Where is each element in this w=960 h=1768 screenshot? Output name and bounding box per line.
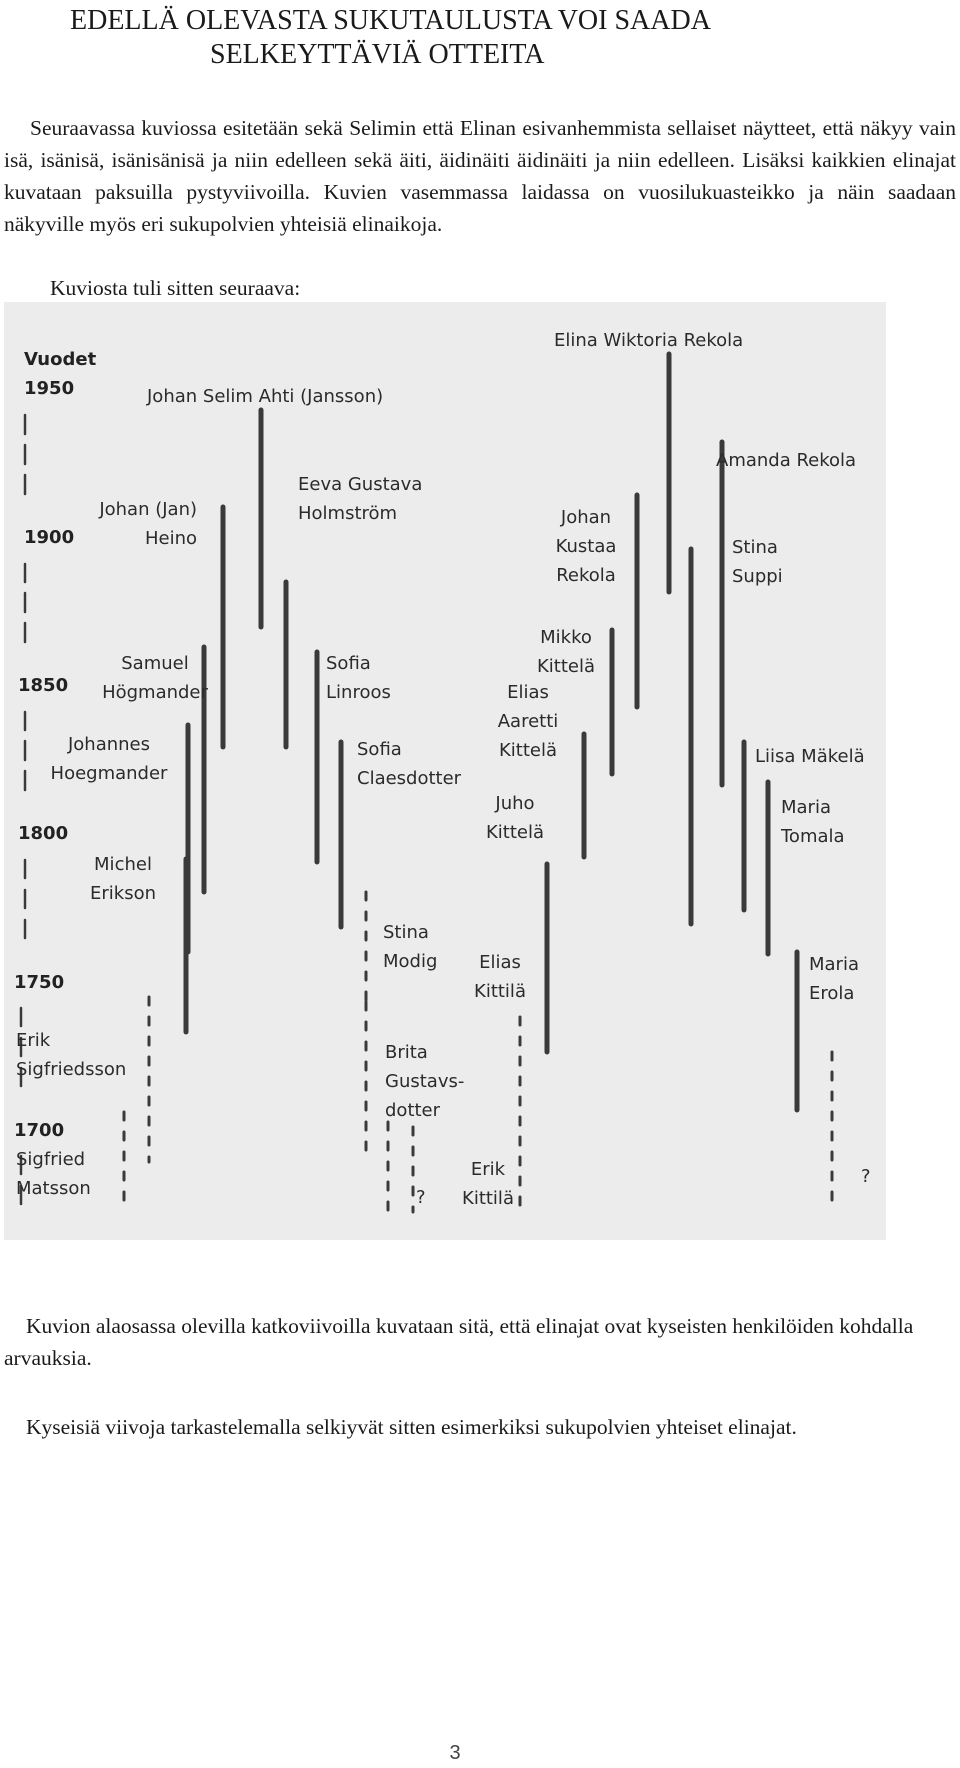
person-label-erik-sigfriedsson bbox=[16, 1030, 126, 1080]
person-label-amanda bbox=[716, 450, 856, 471]
person-label-line: Eeva Gustava bbox=[298, 474, 423, 495]
title-line-2: SELKEYTTÄVIÄ OTTEITA bbox=[210, 39, 545, 70]
page-number: 3 bbox=[449, 1742, 461, 1764]
person-label-elias-kittila bbox=[474, 952, 526, 1002]
person-labels bbox=[16, 330, 865, 1209]
person-label-line: Kittelä bbox=[498, 740, 558, 761]
person-label-line: Heino bbox=[144, 528, 197, 549]
person-label-line: Stina bbox=[383, 922, 429, 943]
question-mark: ? bbox=[416, 1187, 426, 1208]
person-label-line: Kustaa bbox=[555, 536, 617, 557]
person-label-line: Rekola bbox=[556, 565, 616, 586]
person-label-line: Brita bbox=[385, 1042, 428, 1063]
person-label-line: Johannes bbox=[67, 734, 151, 755]
person-label-line: Amanda Rekola bbox=[716, 450, 857, 471]
year-label: 1700 bbox=[14, 1120, 65, 1141]
intro-paragraph: Seuraavassa kuviossa esitetään sekä Selimin että Elinan esivanhemmista sellaiset näytteet, että näkyy vain isä, isänisä, isänisänisä ja niin edelleen sekä äiti, äidinäiti äidinäiti ja niin edelleen. Lisäksi kaikkien elinajat kuvataan paksuilla pystyviivoilla. Kuvien vasemmassa laidassa on vuosilukuasteikko ja näin saadaan näkyville myös eri sukupolvien yhteisiä elinaikoja. bbox=[4, 116, 956, 236]
person-label-line: Samuel bbox=[121, 653, 189, 674]
person-label-line: Maria bbox=[781, 797, 831, 818]
person-label-mikko bbox=[537, 627, 595, 677]
person-label-line: Erola bbox=[809, 983, 855, 1004]
person-label-line: Erik bbox=[470, 1159, 506, 1180]
person-label-maria-erola bbox=[809, 954, 859, 1004]
year-label: 1750 bbox=[14, 972, 65, 993]
person-label-elina bbox=[554, 330, 743, 351]
year-label: 1950 bbox=[24, 378, 75, 399]
person-label-line: Högmander bbox=[102, 682, 208, 703]
person-label-line: Juho bbox=[495, 793, 535, 814]
person-label-line: Aaretti bbox=[497, 711, 559, 732]
person-label-line: Erikson bbox=[90, 883, 156, 904]
person-label-line: Holmström bbox=[298, 503, 398, 524]
person-label-line: Sofia bbox=[357, 739, 402, 760]
person-label-johannes bbox=[51, 734, 169, 784]
person-label-line: Stina bbox=[732, 537, 778, 558]
lifespan-figure-canvas bbox=[4, 302, 886, 1240]
after-paragraph-1: Kuvion alaosassa olevilla katkoviivoilla kuvataan sitä, että elinajat ovat kyseisten henkilöiden kohdalla arvauksia. bbox=[4, 1314, 914, 1370]
person-label-sofia-linroos bbox=[326, 653, 391, 703]
person-label-line: Sigfried bbox=[16, 1149, 86, 1170]
page-title bbox=[70, 4, 870, 72]
year-label: 1850 bbox=[18, 675, 69, 696]
person-label-line: Kittelä bbox=[485, 822, 545, 843]
title-line-1: EDELLÄ OLEVASTA SUKUTAULUSTA VOI SAADA bbox=[70, 5, 711, 36]
question-mark: ? bbox=[861, 1166, 871, 1187]
person-label-line: Matsson bbox=[16, 1178, 91, 1199]
person-label-line: Johan (Jan) bbox=[99, 499, 197, 520]
person-label-line: Elias bbox=[479, 952, 521, 973]
person-label-line: dotter bbox=[385, 1100, 441, 1121]
person-label-line: Liisa Mäkelä bbox=[755, 746, 865, 767]
person-label-line: Johan Selim Ahti (Jansson) bbox=[147, 386, 384, 407]
person-label-line: Modig bbox=[383, 951, 438, 972]
person-label-line: Linroos bbox=[326, 682, 391, 703]
person-label-sofia-claes bbox=[357, 739, 462, 789]
person-label-michel bbox=[90, 854, 156, 904]
person-label-line: Sigfriedsson bbox=[16, 1059, 127, 1080]
person-label-line: Suppi bbox=[732, 566, 783, 587]
person-label-line: Hoegmander bbox=[50, 763, 168, 784]
person-label-line: Sofia bbox=[326, 653, 371, 674]
person-label-line: Mikko bbox=[540, 627, 592, 648]
person-label-liisa bbox=[755, 746, 865, 767]
lifespan-figure bbox=[4, 302, 886, 1240]
person-label-sigfried bbox=[16, 1149, 91, 1199]
person-label-line: Kittelä bbox=[536, 656, 596, 677]
figure-intro: Kuviosta tuli sitten seuraava: bbox=[50, 276, 301, 300]
axis-title: Vuodet bbox=[24, 349, 97, 370]
person-label-line: Kittilä bbox=[462, 1188, 514, 1209]
person-label-line: Gustavs- bbox=[385, 1071, 465, 1092]
person-label-maria-tomala bbox=[780, 797, 845, 847]
person-label-line: Elina Wiktoria Rekola bbox=[554, 330, 744, 351]
person-label-line: Claesdotter bbox=[357, 768, 462, 789]
person-label-johan-jan bbox=[98, 499, 197, 549]
person-label-johan-kustaa bbox=[556, 507, 617, 586]
person-label-line: Maria bbox=[809, 954, 859, 975]
person-label-line: Michel bbox=[94, 854, 152, 875]
person-label-johan-selim bbox=[146, 386, 383, 407]
person-label-erik-kittila bbox=[462, 1159, 514, 1209]
person-label-line: Kittilä bbox=[474, 981, 526, 1002]
after-paragraph-2: Kyseisiä viivoja tarkastelemalla selkiyvät sitten esimerkiksi sukupolvien yhteiset elinajat. bbox=[26, 1415, 797, 1439]
person-label-samuel bbox=[102, 653, 208, 703]
year-label: 1900 bbox=[24, 527, 75, 548]
person-label-eeva bbox=[298, 474, 422, 524]
year-label: 1800 bbox=[18, 823, 69, 844]
person-label-line: Elias bbox=[507, 682, 549, 703]
person-label-stina-suppi bbox=[732, 537, 783, 587]
person-label-stina-modig bbox=[383, 922, 437, 972]
person-label-elias-aaretti bbox=[498, 682, 559, 761]
person-label-line: Johan bbox=[560, 507, 612, 528]
person-label-brita bbox=[385, 1042, 464, 1121]
person-label-line: Erik bbox=[16, 1030, 51, 1051]
person-label-line: Tomala bbox=[781, 826, 845, 847]
person-label-juho bbox=[486, 793, 544, 843]
